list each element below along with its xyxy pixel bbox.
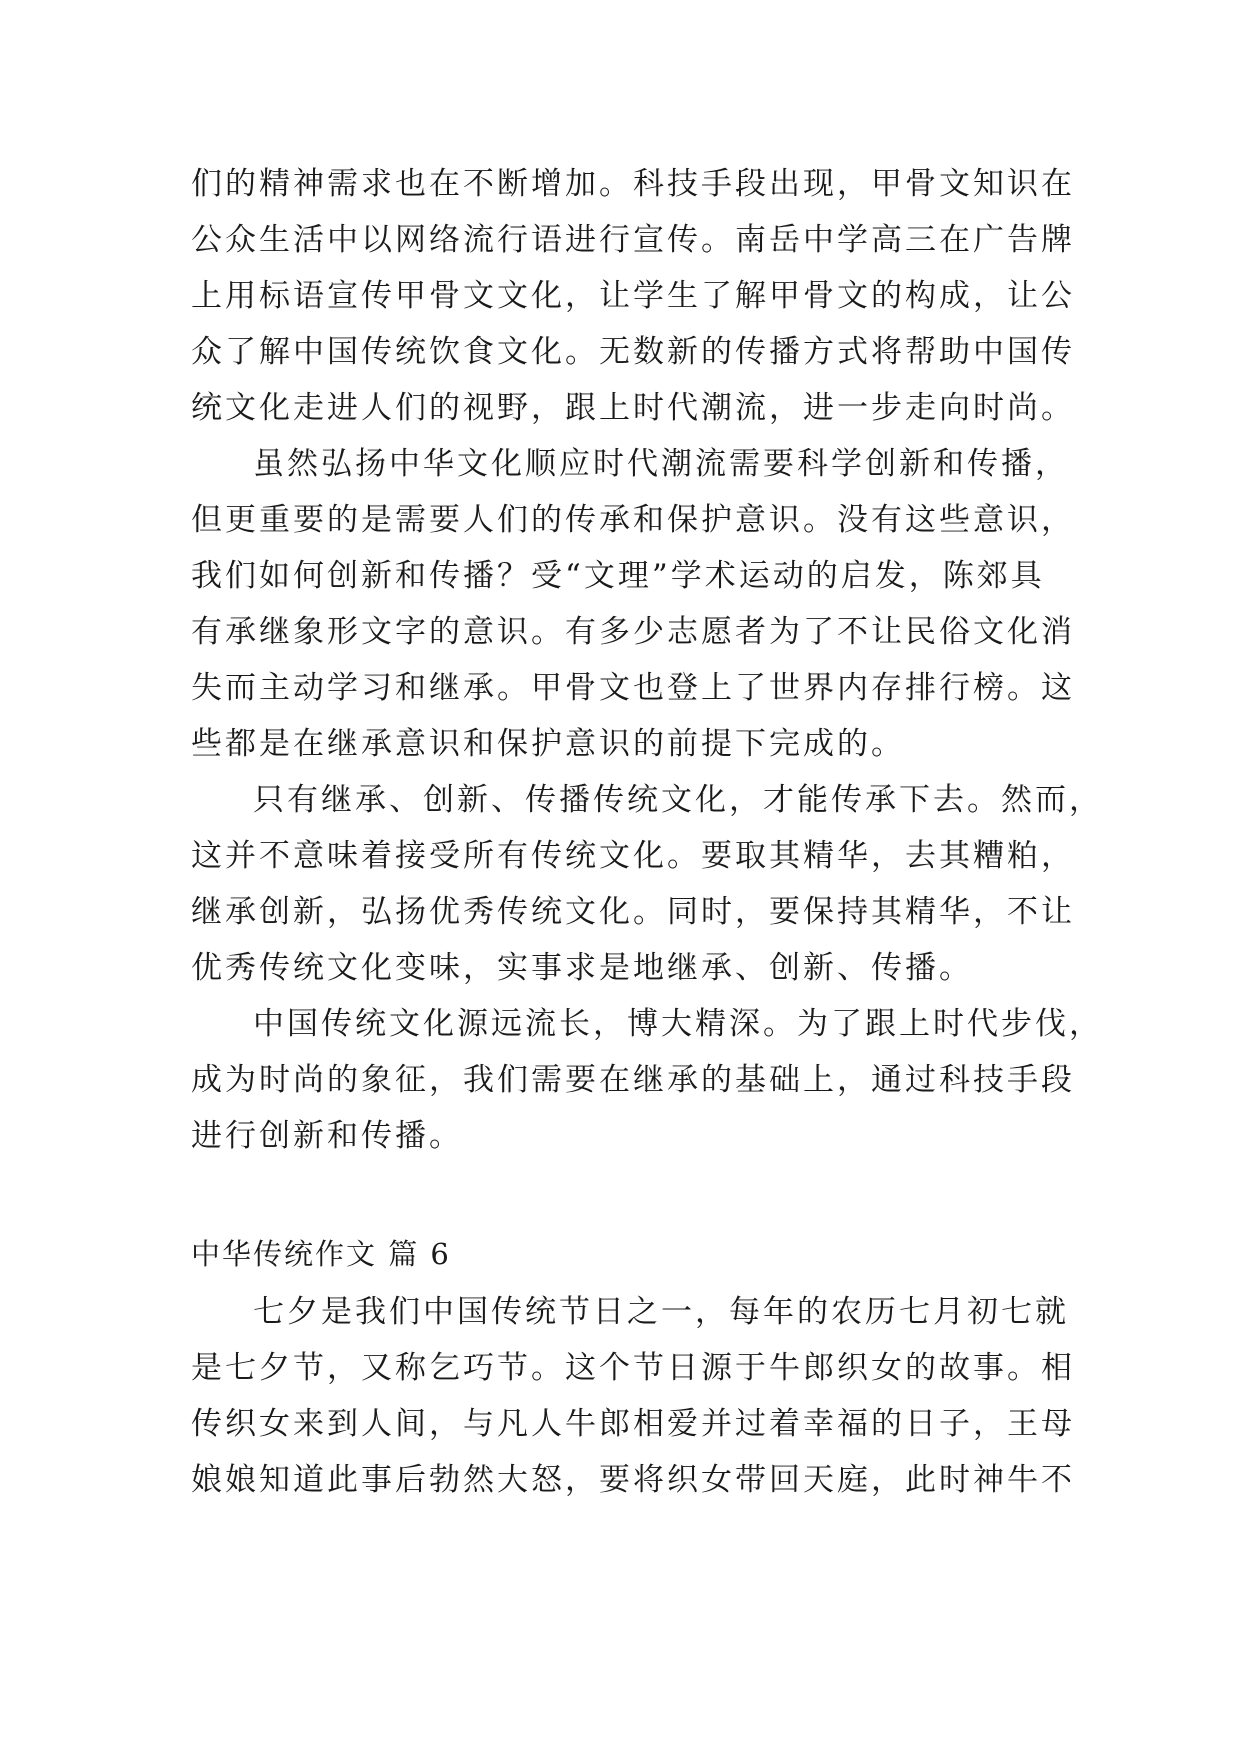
text-line: 传织女来到人间，与凡人牛郎相爱并过着幸福的日子，王母 — [191, 1406, 1075, 1442]
text-line: 进行创新和传播。 — [191, 1118, 463, 1154]
text-line: 众了解中国传统饮食文化。无数新的传播方式将帮助中国传 — [191, 334, 1075, 370]
section-heading: 中华传统作文 篇 6 — [191, 1237, 451, 1271]
text-line: 有承继象形文字的意识。有多少志愿者为了不让民俗文化消 — [191, 614, 1075, 650]
text-line: 我们如何创新和传播？受“文理”学术运动的启发，陈郊具 — [191, 558, 1045, 594]
paragraph-first-line: 只有继承、创新、传播传统文化，才能传承下去。然而， — [253, 782, 1103, 818]
text-line: 统文化走进人们的视野，跟上时代潮流，进一步走向时尚。 — [191, 390, 1075, 426]
text-line: 继承创新，弘扬优秀传统文化。同时，要保持其精华，不让 — [191, 894, 1075, 930]
text-line: 但更重要的是需要人们的传承和保护意识。没有这些意识， — [191, 502, 1075, 538]
text-line: 些都是在继承意识和保护意识的前提下完成的。 — [191, 726, 905, 762]
paragraph-first-line: 中国传统文化源远流长，博大精深。为了跟上时代步伐， — [253, 1006, 1103, 1042]
text-line: 上用标语宣传甲骨文文化，让学生了解甲骨文的构成，让公 — [191, 278, 1075, 314]
text-line: 这并不意味着接受所有传统文化。要取其精华，去其糟粕， — [191, 838, 1075, 874]
paragraph-first-line: 虽然弘扬中华文化顺应时代潮流需要科学创新和传播， — [253, 446, 1069, 482]
text-line: 们的精神需求也在不断增加。科技手段出现，甲骨文知识在 — [191, 166, 1075, 202]
text-line: 成为时尚的象征，我们需要在继承的基础上，通过科技手段 — [191, 1062, 1075, 1098]
text-line: 优秀传统文化变味，实事求是地继承、创新、传播。 — [191, 950, 973, 986]
paragraph-first-line: 七夕是我们中国传统节日之一，每年的农历七月初七就 — [253, 1294, 1069, 1330]
text-line: 娘娘知道此事后勃然大怒，要将织女带回天庭，此时神牛不 — [191, 1462, 1075, 1498]
text-line: 失而主动学习和继承。甲骨文也登上了世界内存排行榜。这 — [191, 670, 1075, 706]
text-line: 公众生活中以网络流行语进行宣传。南岳中学高三在广告牌 — [191, 222, 1075, 258]
text-line: 是七夕节，又称乞巧节。这个节日源于牛郎织女的故事。相 — [191, 1350, 1075, 1386]
